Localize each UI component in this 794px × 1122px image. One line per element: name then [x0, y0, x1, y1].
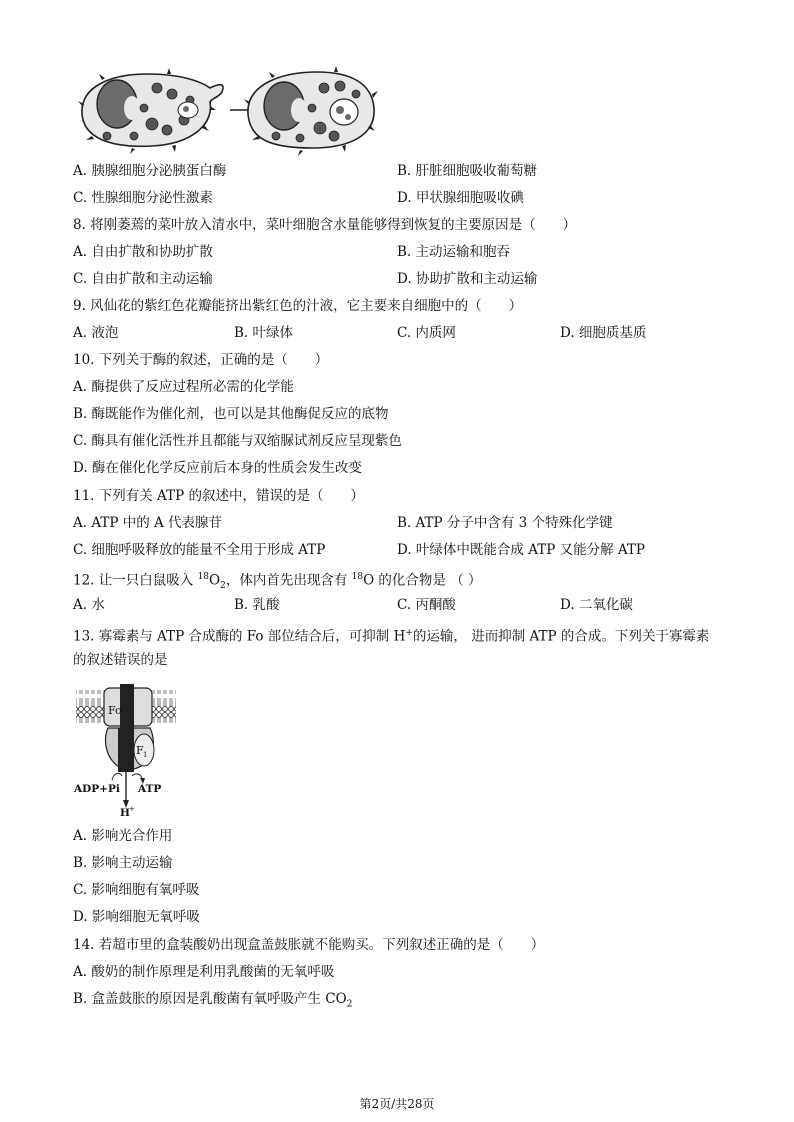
q12-oxygen: O — [209, 572, 221, 589]
atp-label: ATP — [138, 783, 162, 795]
atp-synthase-figure — [72, 680, 182, 818]
q8-option-d: D. 协助扩散和主动运输 — [397, 271, 538, 287]
q10-stem: 10. 下列关于酶的叙述，正确的是（ ） — [73, 352, 329, 368]
q12-option-c: C. 丙酮酸 — [397, 597, 456, 613]
q12-stem-mid: ，体内首先出现含有 — [225, 572, 352, 589]
q12-subscript: 2 — [220, 581, 226, 592]
adp-label: ADP+Pi — [74, 783, 120, 795]
proton-label: H — [120, 807, 130, 818]
q9-option-d: D. 细胞质基质 — [560, 325, 647, 341]
q8-option-c: C. 自由扩散和主动运输 — [73, 271, 213, 287]
q13-stem-line2: 的叙述错误的是 — [73, 652, 168, 668]
q12-option-b: B. 乳酸 — [234, 597, 280, 613]
q12-option-d: D. 二氧化碳 — [560, 597, 633, 613]
q13-option-d: D. 影响细胞无氧呼吸 — [73, 909, 200, 925]
q12-stem-pre: 12. 让一只白鼠吸入 — [73, 572, 198, 589]
q13-stem1-sup: + — [405, 628, 413, 638]
q14-stem: 14. 若超市里的盒装酸奶出现盒盖鼓胀就不能购买。下列叙述正确的是（ ） — [73, 937, 545, 953]
q7-option-a: A. 胰腺细胞分泌胰蛋白酶 — [73, 163, 227, 179]
q12-isotope-2: 18 — [351, 572, 364, 582]
q11-option-c: C. 细胞呼吸释放的能量不全用于形成 ATP — [73, 542, 326, 558]
q8-stem: 8. 将刚萎蔫的菜叶放入清水中，菜叶细胞含水量能够得到恢复的主要原因是（ ） — [73, 217, 577, 233]
q7-option-c: C. 性腺细胞分泌性激素 — [73, 190, 213, 206]
page-footer: 第2页/共28页 — [359, 1097, 435, 1111]
q12-option-a: A. 水 — [73, 597, 105, 613]
q14-option-b-text: B. 盒盖鼓胀的原因是乳酸菌有氧呼吸产生 CO — [73, 991, 347, 1007]
cell-diagram-svg — [72, 64, 384, 156]
q10-option-a: A. 酶提供了反应过程所必需的化学能 — [73, 379, 294, 395]
q9-option-b: B. 叶绿体 — [234, 325, 294, 341]
q9-option-a: A. 液泡 — [73, 325, 119, 341]
q11-stem: 11. 下列有关 ATP 的叙述中，错误的是（ ） — [73, 488, 364, 504]
cell-secretion-figure — [72, 64, 384, 156]
q13-option-c: C. 影响细胞有氧呼吸 — [73, 882, 200, 898]
q14-option-b-sub: 2 — [346, 999, 353, 1010]
q7-option-d: D. 甲状腺细胞吸收碘 — [397, 190, 524, 206]
q13-option-a: A. 影响光合作用 — [73, 828, 173, 844]
f1-subscript: 1 — [143, 751, 148, 759]
q13-stem-line1 — [73, 624, 709, 646]
q12-stem-post: O 的化合物是 （ ） — [363, 572, 482, 589]
q10-option-c: C. 酶具有催化活性并且都能与双缩脲试剂反应呈现紫色 — [73, 433, 402, 449]
q8-option-b: B. 主动运输和胞吞 — [397, 244, 511, 260]
q10-option-d: D. 酶在催化化学反应前后本身的性质会发生改变 — [73, 460, 362, 476]
q11-option-b: B. ATP 分子中含有 3 个特殊化学键 — [397, 515, 613, 531]
q13-option-b: B. 影响主动运输 — [73, 855, 173, 871]
q11-option-a: A. ATP 中的 A 代表腺苷 — [73, 515, 223, 531]
q12-stem — [73, 568, 482, 595]
q12-isotope-1: 18 — [197, 572, 210, 582]
q10-option-b: B. 酶既能作为催化剂，也可以是其他酶促反应的底物 — [73, 406, 389, 422]
q14-option-b — [73, 990, 352, 1014]
q14-option-a: A. 酸奶的制作原理是利用乳酸菌的无氧呼吸 — [73, 964, 335, 980]
q9-option-c: C. 内质网 — [397, 325, 456, 341]
q11-option-d: D. 叶绿体中既能合成 ATP 又能分解 ATP — [397, 542, 645, 558]
f1-label: F — [136, 744, 144, 757]
fo-label: Fo — [108, 704, 122, 717]
atp-synthase-svg — [72, 680, 182, 818]
q7-option-b: B. 肝脏细胞吸收葡萄糖 — [397, 163, 538, 179]
q9-stem: 9. 风仙花的紫红色花瓣能挤出紫红色的汁液，它主要来自细胞中的（ ） — [73, 298, 523, 314]
q13-stem1-post: 的运输， 进而抑制 ATP 的合成。下列关于寡霉素 — [412, 628, 710, 645]
q13-stem1-pre: 13. 寡霉素与 ATP 合成酶的 Fo 部位结合后，可抑制 H — [73, 628, 406, 645]
proton-sup: + — [129, 805, 135, 813]
q8-option-a: A. 自由扩散和协助扩散 — [73, 244, 213, 260]
